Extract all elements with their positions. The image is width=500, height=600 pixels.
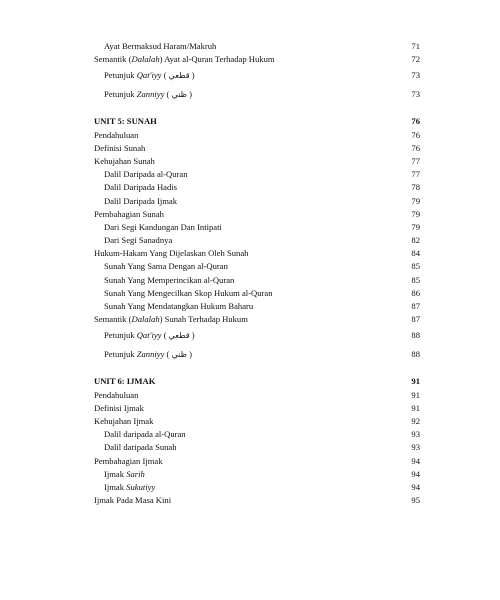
toc-entry	[94, 247, 420, 260]
page-number: 95	[411, 495, 420, 506]
toc-entry	[94, 142, 420, 155]
toc-subentry	[94, 221, 420, 234]
table-of-contents	[94, 40, 420, 507]
page-number: 88	[411, 348, 420, 359]
toc-entry-title	[94, 456, 163, 466]
toc-subentry	[94, 40, 420, 53]
toc-subentry	[94, 441, 420, 454]
toc-unit-heading	[94, 375, 420, 388]
italic-term: Qat'iyy	[136, 330, 162, 341]
toc-entry	[94, 494, 420, 507]
toc-subentry	[94, 234, 420, 247]
page-number: 94	[411, 455, 420, 466]
toc-entry-title	[94, 248, 248, 258]
toc-entry	[94, 155, 420, 168]
title-text: Ijmak	[104, 468, 127, 479]
page-number: 79	[411, 195, 420, 206]
toc-subentry	[94, 300, 420, 313]
toc-entry-title	[94, 330, 195, 340]
title-text: (	[164, 348, 172, 359]
toc-subentry	[94, 326, 420, 345]
title-text: Petunjuk	[104, 88, 137, 99]
title-text: ) Ayat al-Quran Terhadap Hukum	[159, 54, 275, 65]
title-text: )	[187, 348, 193, 359]
toc-subentry	[94, 66, 420, 85]
italic-term: Qat'iyy	[136, 70, 162, 81]
toc-entry-title	[94, 442, 177, 452]
toc-entry-title	[94, 275, 234, 285]
title-text: Ijmak	[104, 481, 127, 492]
page-number: 82	[411, 235, 420, 246]
title-text: Dalil daripada Sunah	[104, 442, 177, 453]
toc-subentry	[94, 345, 420, 364]
page-number: 77	[411, 155, 420, 166]
title-text: Sunah Yang Mengecilkan Skop Hukum al-Quran	[104, 287, 273, 298]
toc-entry-title	[94, 301, 253, 311]
title-text: Petunjuk	[104, 330, 137, 341]
title-text: Pembahagian Ijmak	[94, 455, 163, 466]
page-number: 91	[411, 402, 420, 413]
title-text: Dari Segi Sanadnya	[104, 235, 173, 246]
page-number: 93	[411, 442, 420, 453]
toc-entry	[94, 129, 420, 142]
title-text: Sunah Yang Memperincikan al-Quran	[104, 274, 235, 285]
italic-term: Zanniyy	[136, 88, 165, 99]
section-spacer	[94, 363, 420, 375]
toc-subentry	[94, 481, 420, 494]
toc-entry-title	[94, 54, 275, 64]
toc-entry-title	[94, 235, 172, 245]
toc-entry-title	[94, 469, 145, 479]
arabic-term: قطعي	[168, 331, 190, 341]
title-text: Hukum-Hakam Yang Dijelaskan Oleh Sunah	[94, 248, 249, 259]
page-number: 94	[411, 468, 420, 479]
toc-entry-title	[94, 314, 248, 324]
title-text: (	[164, 88, 172, 99]
toc-subentry	[94, 260, 420, 273]
section-spacer	[94, 103, 420, 115]
title-text: Semantik (	[94, 314, 132, 325]
title-text: Dalil Daripada Hadis	[104, 182, 178, 193]
toc-subentry	[94, 468, 420, 481]
arabic-term: قطعي	[168, 71, 190, 81]
title-text: (	[161, 70, 169, 81]
toc-entry-title	[94, 196, 177, 206]
title-text: Sunah Yang Mendatangkan Hukum Baharu	[104, 301, 254, 311]
page-number: 87	[411, 314, 420, 325]
toc-entry-title	[94, 209, 164, 219]
title-text: Semantik (	[94, 54, 132, 65]
page-number: 71	[411, 41, 420, 51]
title-text: Dari Segi Kandungan Dan Intipati	[104, 221, 222, 232]
toc-entry	[94, 455, 420, 468]
page-number: 73	[411, 70, 420, 81]
toc-entry-title	[94, 143, 145, 153]
title-text: Kehujahan Ijmak	[94, 415, 154, 426]
page-number: 91	[411, 376, 420, 387]
toc-entry	[94, 313, 420, 326]
page-number: 78	[411, 182, 420, 193]
toc-entry	[94, 415, 420, 428]
title-text: Kehujahan Sunah	[94, 155, 155, 166]
toc-entry-title	[94, 416, 153, 426]
toc-entry	[94, 402, 420, 415]
toc-entry-title	[94, 376, 155, 386]
title-text: Definisi Sunah	[94, 142, 146, 153]
arabic-term: ظني	[171, 89, 188, 99]
toc-entry-title	[94, 429, 186, 439]
toc-entry-title	[94, 156, 155, 166]
toc-entry-title	[94, 288, 273, 298]
toc-subentry	[94, 85, 420, 104]
toc-subentry	[94, 274, 420, 287]
title-text: Pembahagian Sunah	[94, 208, 164, 219]
title-text: Petunjuk	[104, 70, 137, 81]
toc-entry-title	[94, 495, 171, 505]
page-number: 93	[411, 429, 420, 440]
toc-entry-title	[94, 116, 157, 126]
toc-entry-title	[94, 70, 195, 80]
page-number: 76	[411, 142, 420, 153]
title-text: Sunah Yang Sama Dengan al-Quran	[104, 261, 228, 272]
toc-entry-title	[94, 349, 192, 359]
italic-term: Dalalah	[131, 54, 160, 65]
page-number: 76	[411, 116, 420, 127]
toc-entry	[94, 208, 420, 221]
page-number: 84	[411, 248, 420, 259]
page-number: 86	[411, 287, 420, 298]
page-number: 76	[411, 129, 420, 140]
toc-subentry	[94, 181, 420, 194]
title-text: )	[189, 70, 195, 81]
page-number: 88	[411, 330, 420, 341]
page-number: 79	[411, 208, 420, 219]
toc-entry-title	[94, 482, 155, 492]
toc-subentry	[94, 195, 420, 208]
toc-entry	[94, 389, 420, 402]
title-text: Pendahuluan	[94, 389, 139, 400]
title-text: )	[189, 330, 195, 341]
title-text: Definisi Ijmak	[94, 402, 144, 413]
toc-subentry	[94, 287, 420, 300]
toc-entry-title	[94, 130, 138, 140]
toc-subentry	[94, 168, 420, 181]
toc-unit-heading	[94, 115, 420, 128]
title-text: Dalil Daripada Ijmak	[104, 195, 178, 206]
page-number: 77	[411, 169, 420, 180]
toc-subentry	[94, 428, 420, 441]
page-number: 79	[411, 221, 420, 232]
title-text: UNIT 6: IJMAK	[94, 376, 156, 387]
title-text: (	[161, 330, 169, 341]
toc-entry-title	[94, 169, 188, 179]
toc-entry-title	[94, 41, 216, 51]
title-text: UNIT 5: SUNAH	[94, 116, 157, 127]
page-number: 85	[411, 261, 420, 272]
title-text: Ayat Bermaksud Haram/Makruh	[104, 41, 217, 51]
italic-term: Sarih	[126, 468, 145, 479]
page-number: 94	[411, 481, 420, 492]
title-text: )	[187, 88, 193, 99]
toc-entry-title	[94, 89, 192, 99]
title-text: Dalil Daripada al-Quran	[104, 169, 188, 180]
italic-term: Zanniyy	[136, 348, 165, 359]
toc-entry-title	[94, 390, 138, 400]
italic-term: Sukutiyy	[126, 481, 156, 492]
page-number: 91	[411, 389, 420, 400]
page-number: 73	[411, 88, 420, 99]
page-number: 92	[411, 415, 420, 426]
title-text: Pendahuluan	[94, 129, 139, 140]
title-text: Ijmak Pada Masa Kini	[94, 495, 172, 506]
page-number: 85	[411, 274, 420, 285]
title-text: Dalil daripada al-Quran	[104, 429, 186, 440]
toc-entry-title	[94, 182, 177, 192]
title-text: ) Sunah Terhadap Hukum	[159, 314, 248, 325]
toc-entry	[94, 53, 420, 66]
title-text: Petunjuk	[104, 348, 137, 359]
italic-term: Dalalah	[131, 314, 160, 325]
toc-entry-title	[94, 222, 222, 232]
page-number: 72	[411, 54, 420, 65]
arabic-term: ظني	[171, 349, 188, 359]
page-number: 87	[411, 301, 420, 311]
toc-entry-title	[94, 261, 228, 271]
toc-entry-title	[94, 403, 144, 413]
